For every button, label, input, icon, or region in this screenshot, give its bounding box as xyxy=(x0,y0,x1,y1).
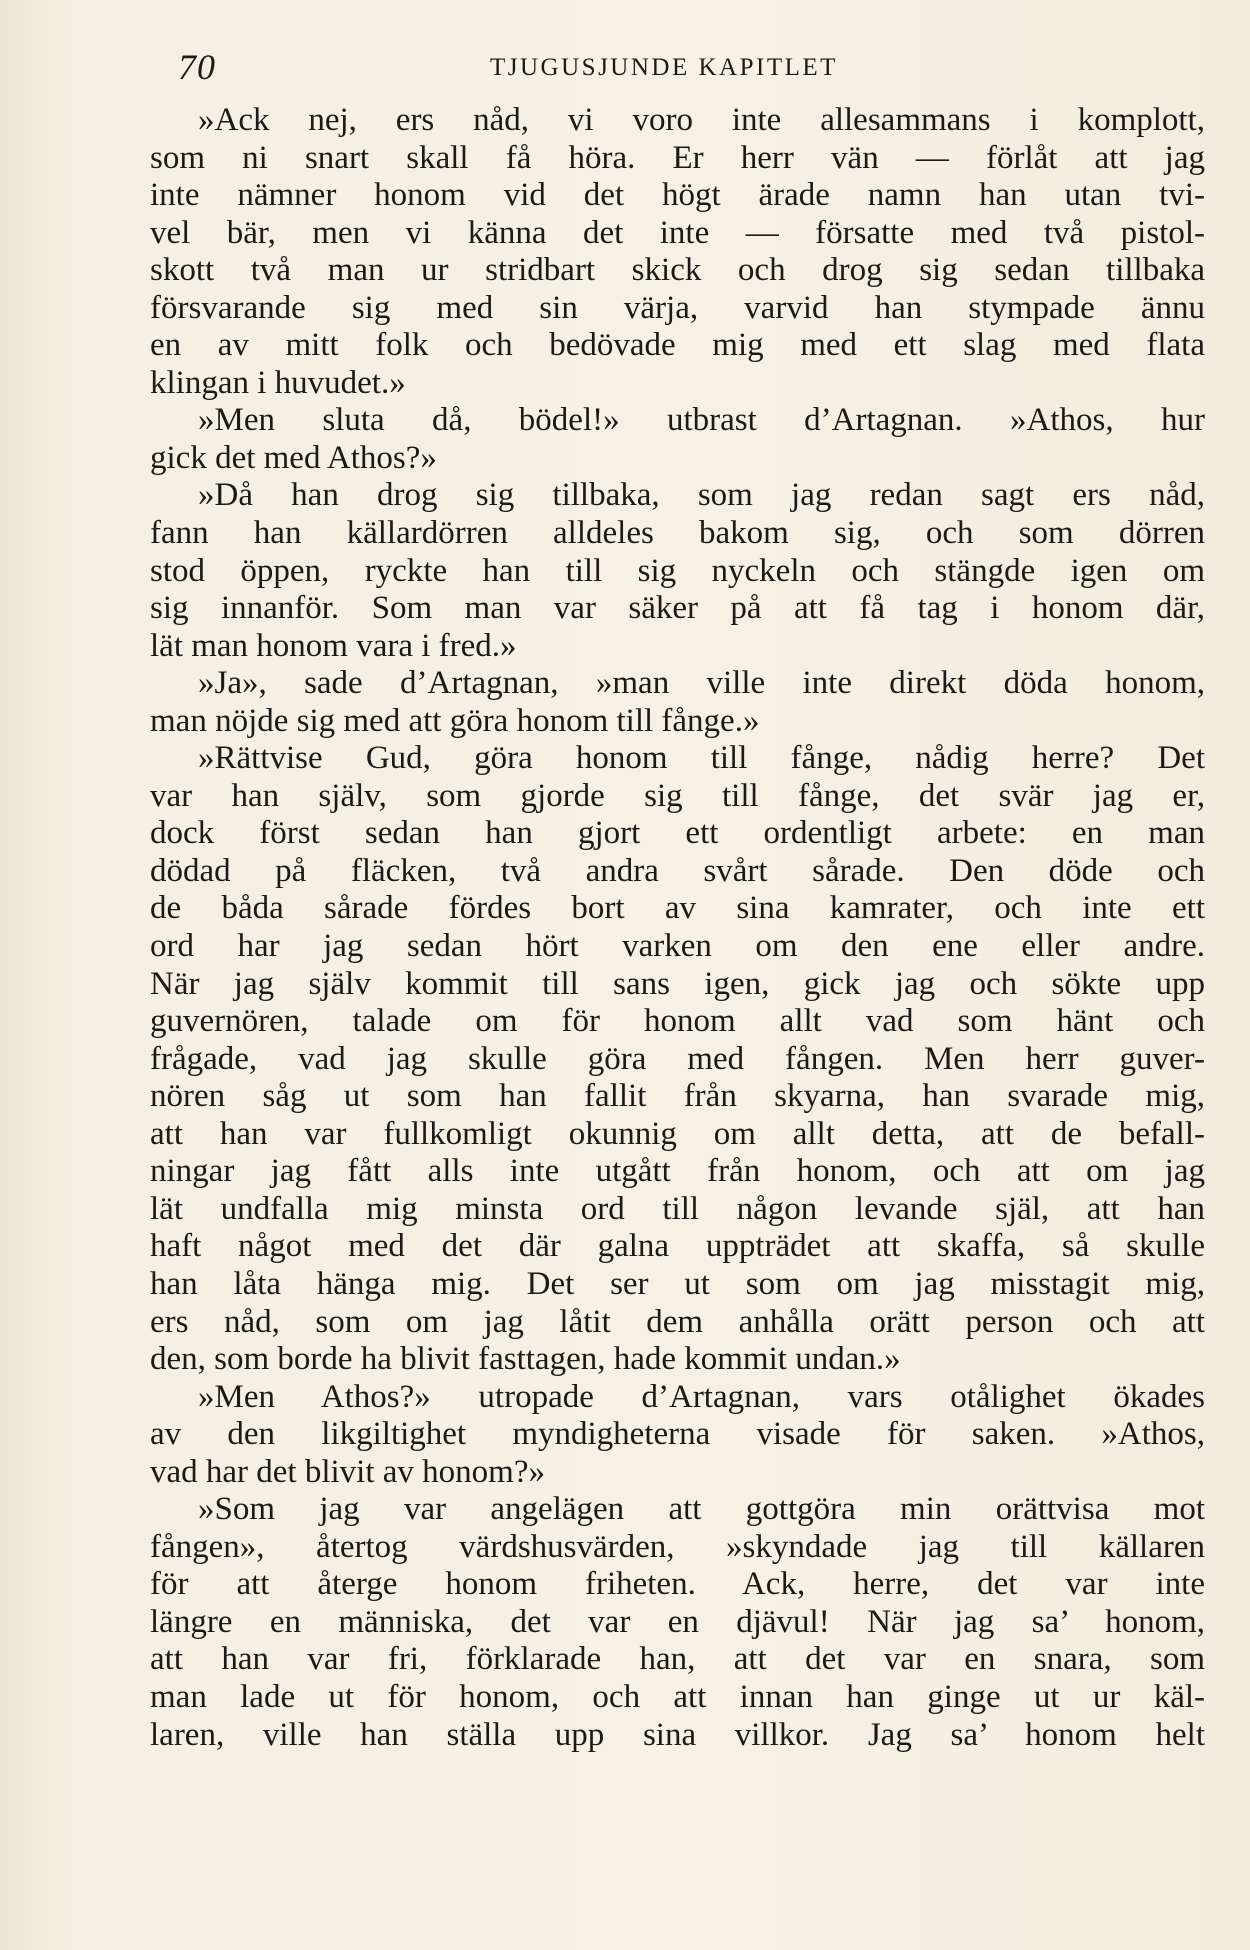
text-line: ningar jag fått alls inte utgått från honom, och att om jag xyxy=(150,1153,1205,1190)
text-line: vel bär, men vi känna det inte — försatte med två pistol- xyxy=(150,214,1205,251)
text-line: vad har det blivit av honom?» xyxy=(150,1453,545,1490)
text-line: frågade, vad jag skulle göra med fången. Men herr guver- xyxy=(150,1040,1205,1077)
text-line: inte nämner honom vid det högt ärade namn han utan tvi- xyxy=(150,177,1205,214)
text-line: man lade ut för honom, och att innan han ginge ut ur käl- xyxy=(150,1678,1205,1715)
text-line: »Då han drog sig tillbaka, som jag redan sagt ers nåd, xyxy=(198,477,1205,514)
page-number: 70 xyxy=(178,47,216,87)
text-line: för att återge honom friheten. Ack, herre, det var inte xyxy=(150,1566,1205,1603)
text-line: klingan i huvudet.» xyxy=(150,364,406,401)
text-line: dödad på fläcken, två andra svårt sårade. Den döde och xyxy=(150,852,1205,889)
text-line: man nöjde sig med att göra honom till fånge.» xyxy=(150,702,760,739)
text-line: av den likgiltighet myndigheterna visade för saken. »Athos, xyxy=(150,1416,1205,1453)
text-line: haft något med det där galna uppträdet att skaffa, så skulle xyxy=(150,1228,1205,1265)
text-line: »Ack nej, ers nåd, vi voro inte allesammans i komplott, xyxy=(198,102,1205,138)
text-line: gick det med Athos?» xyxy=(150,439,437,476)
text-line: att han var fullkomligt okunnig om allt detta, att de befall- xyxy=(150,1115,1205,1152)
running-head xyxy=(160,46,1210,86)
text-line: »Som jag var angelägen att gottgöra min orättvisa mot xyxy=(198,1491,1205,1528)
body-text xyxy=(150,102,1205,1754)
text-line: lät man honom vara i fred.» xyxy=(150,627,517,664)
chapter-title: TJUGUSJUNDE KAPITLET xyxy=(490,54,838,81)
text-line: var han själv, som gjorde sig till fånge, det svär jag er, xyxy=(150,777,1205,814)
text-line: dock först sedan han gjort ett ordentligt arbete: en man xyxy=(150,815,1205,852)
text-line: den, som borde ha blivit fasttagen, hade kommit undan.» xyxy=(150,1341,901,1378)
text-line: försvarande sig med sin värja, varvid han stympade ännu xyxy=(150,289,1205,326)
text-line: ers nåd, som om jag låtit dem anhålla orätt person och att xyxy=(150,1303,1205,1340)
text-line: som ni snart skall få höra. Er herr vän — förlåt att jag xyxy=(150,139,1205,176)
text-line: guvernören, talade om för honom allt vad som hänt och xyxy=(150,1003,1205,1040)
text-line: »Men Athos?» utropade d’Artagnan, vars otålighet ökades xyxy=(198,1378,1205,1415)
text-line: han låta hänga mig. Det ser ut som om jag misstagit mig, xyxy=(150,1265,1205,1302)
text-line: att han var fri, förklarade han, att det var en snara, som xyxy=(150,1641,1205,1678)
text-line: »Ja», sade d’Artagnan, »man ville inte direkt döda honom, xyxy=(198,665,1205,702)
text-line: skott två man ur stridbart skick och drog sig sedan tillbaka xyxy=(150,252,1205,289)
text-line: lät undfalla mig minsta ord till någon levande själ, att han xyxy=(150,1190,1205,1227)
text-line: fann han källardörren alldeles bakom sig, och som dörren xyxy=(150,515,1205,552)
text-line: stod öppen, ryckte han till sig nyckeln och stängde igen om xyxy=(150,552,1205,589)
text-line: en av mitt folk och bedövade mig med ett slag med flata xyxy=(150,327,1205,364)
text-line: ord har jag sedan hört varken om den ene eller andre. xyxy=(150,928,1205,965)
text-line: längre en människa, det var en djävul! När jag sa’ honom, xyxy=(150,1603,1205,1640)
text-line: När jag själv kommit till sans igen, gick jag och sökte upp xyxy=(150,965,1205,1002)
text-line: laren, ville han ställa upp sina villkor. Jag sa’ honom helt xyxy=(150,1716,1205,1753)
text-line: sig innanför. Som man var säker på att få tag i honom där, xyxy=(150,590,1205,627)
text-line: fången», återtog värdshusvärden, »skyndade jag till källaren xyxy=(150,1528,1205,1565)
text-line: nören såg ut som han fallit från skyarna, han svarade mig, xyxy=(150,1078,1205,1115)
text-line: de båda sårade fördes bort av sina kamrater, och inte ett xyxy=(150,890,1205,927)
text-line: »Men sluta då, bödel!» utbrast d’Artagnan. »Athos, hur xyxy=(198,402,1205,439)
text-line: »Rättvise Gud, göra honom till fånge, nådig herre? Det xyxy=(198,740,1205,777)
